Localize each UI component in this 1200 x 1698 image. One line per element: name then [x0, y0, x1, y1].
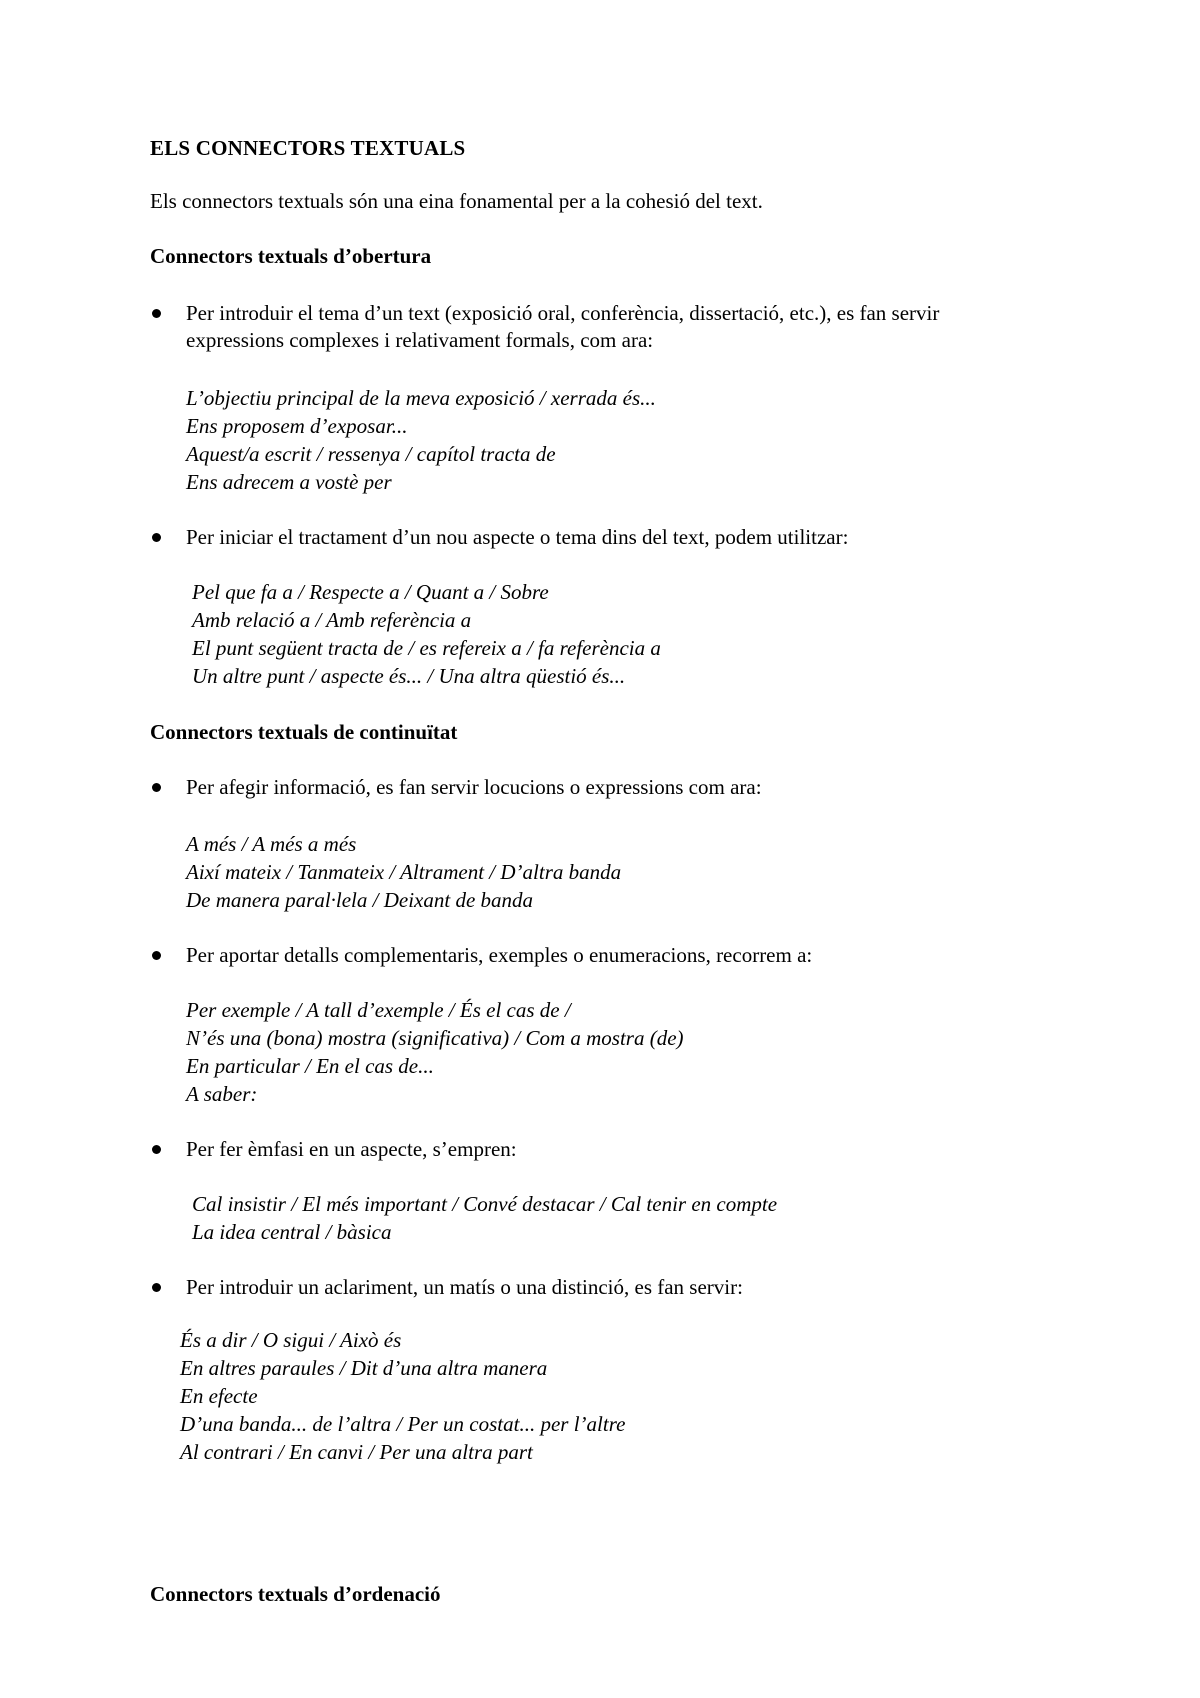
bullet-dot-icon — [152, 533, 161, 542]
examples-list — [192, 578, 661, 690]
bullet-dot-icon — [152, 951, 161, 960]
example-line: Ens proposem d’exposar... — [186, 414, 408, 438]
section-heading-ordenacio: Connectors textuals d’ordenació — [150, 1582, 441, 1606]
bullet-text: Per aportar detalls complementaris, exemples o enumeracions, recorrem a: — [186, 943, 813, 967]
example-line: Així mateix / Tanmateix / Altrament / D’altra banda — [186, 860, 622, 884]
examples-list — [192, 1190, 777, 1246]
example-line: Al contrari / En canvi / Per una altra part — [180, 1440, 533, 1464]
bullet-dot-icon — [152, 309, 161, 318]
example-line: És a dir / O sigui / Això és — [180, 1328, 402, 1352]
bullet-text: Per introduir el tema d’un text (exposició oral, conferència, dissertació, etc.), es fan servir expressions complexes i relativament formals, com ara: — [186, 301, 940, 352]
bullet-item — [150, 300, 1030, 354]
example-line: Ens adrecem a vostè per — [186, 470, 392, 494]
example-line: Amb relació a / Amb referència a — [192, 608, 472, 632]
example-line: En altres paraules / Dit d’una altra manera — [180, 1356, 548, 1380]
example-line: Pel que fa a / Respecte a / Quant a / Sobre — [192, 580, 549, 604]
bullet-text: Per afegir informació, es fan servir locucions o expressions com ara: — [186, 775, 762, 799]
bullet-dot-icon — [152, 783, 161, 792]
examples-list — [186, 996, 684, 1108]
section-heading-continuitat: Connectors textuals de continuïtat — [150, 720, 458, 744]
example-line: A saber: — [186, 1082, 258, 1106]
example-line: En efecte — [180, 1384, 258, 1408]
bullet-item — [150, 524, 1030, 551]
bullet-dot-icon — [152, 1283, 161, 1292]
example-line: Un altre punt / aspecte és... / Una altra qüestió és... — [192, 664, 626, 688]
bullet-text: Per introduir un aclariment, un matís o una distinció, es fan servir: — [186, 1275, 743, 1299]
example-line: L’objectiu principal de la meva exposició / xerrada és... — [186, 386, 656, 410]
bullet-item — [150, 942, 1030, 969]
intro-paragraph: Els connectors textuals són una eina fonamental per a la cohesió del text. — [150, 189, 763, 213]
bullet-text: Per iniciar el tractament d’un nou aspecte o tema dins del text, podem utilitzar: — [186, 525, 849, 549]
example-line: A més / A més a més — [186, 832, 357, 856]
bullet-item — [150, 1274, 1030, 1301]
bullet-dot-icon — [152, 1145, 161, 1154]
examples-list — [180, 1326, 625, 1466]
examples-list — [186, 384, 656, 496]
example-line: N’és una (bona) mostra (significativa) / Com a mostra (de) — [186, 1026, 684, 1050]
section-heading-obertura: Connectors textuals d’obertura — [150, 244, 432, 268]
document-title: ELS CONNECTORS TEXTUALS — [150, 136, 466, 160]
bullet-item — [150, 774, 1030, 801]
examples-list — [186, 830, 621, 914]
example-line: D’una banda... de l’altra / Per un costat... per l’altre — [180, 1412, 626, 1436]
example-line: Per exemple / A tall d’exemple / És el cas de / — [186, 998, 571, 1022]
bullet-text: Per fer èmfasi en un aspecte, s’empren: — [186, 1137, 517, 1161]
example-line: Aquest/a escrit / ressenya / capítol tracta de — [186, 442, 556, 466]
bullet-item — [150, 1136, 1030, 1163]
example-line: La idea central / bàsica — [192, 1220, 392, 1244]
example-line: Cal insistir / El més important / Convé destacar / Cal tenir en compte — [192, 1192, 778, 1216]
example-line: En particular / En el cas de... — [186, 1054, 434, 1078]
example-line: El punt següent tracta de / es refereix a / fa referència a — [192, 636, 661, 660]
example-line: De manera paral·lela / Deixant de banda — [186, 888, 534, 912]
